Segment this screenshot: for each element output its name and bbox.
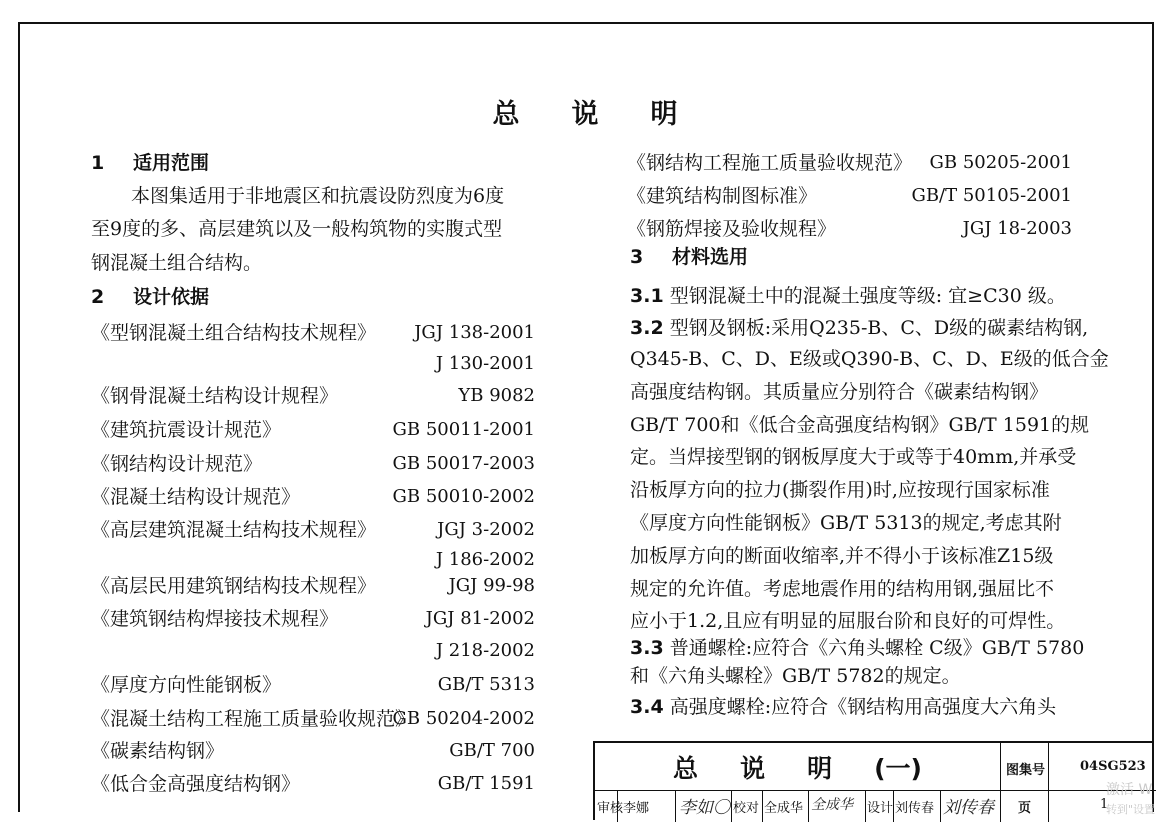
section-1-heading: 1 适用范围 (91, 152, 210, 174)
clause-3-1: 3.1 型钢混凝土中的混凝土强度等级: 宜≥C30 级。 (630, 285, 1066, 307)
reviewer-name: 李娜 (623, 801, 650, 816)
design-label: 设计 (867, 801, 894, 816)
checker-signature: 全成华 (811, 797, 853, 813)
standard-name: 《钢结构工程施工质量验收规范》 (627, 152, 913, 174)
standard-code: JGJ 3-2002 (437, 519, 535, 540)
reviewer-signature: 李如〇 (679, 798, 730, 818)
title-block (593, 741, 1154, 820)
standard-code: GB/T 1591 (437, 773, 535, 794)
clause-3-2-line: 定。当焊接型钢的钢板厚度大于或等于40mm,并承受 (630, 446, 1077, 469)
watermark-line: 转到"设置 (1106, 803, 1156, 816)
page-number: 1 (1100, 797, 1109, 812)
standard-code: J 130-2001 (435, 353, 535, 374)
clause-3-2-line: 沿板厚方向的拉力(撕裂作用)时,应按现行国家标准 (630, 479, 1050, 502)
standard-name: 《建筑抗震设计规范》 (91, 419, 282, 441)
standard-name: 《钢骨混凝土结构设计规程》 (91, 385, 339, 407)
clause-3-4: 3.4 高强度螺栓:应符合《钢结构用高强度大六角头 (630, 696, 1057, 718)
standard-code: GB/T 50105-2001 (911, 185, 1072, 206)
atlas-number: 04SG523 (1080, 759, 1146, 774)
section-2-heading: 2 设计依据 (91, 286, 210, 308)
standard-name: 《碳素结构钢》 (91, 740, 225, 762)
section-1-body-line: 至9度的多、高层建筑以及一般构筑物的实腹式型 (91, 218, 503, 240)
standard-name: 《建筑钢结构焊接技术规程》 (91, 608, 339, 630)
review-label: 审核 (597, 801, 624, 816)
watermark-line: 激活 W (1106, 782, 1153, 798)
standard-name: 《钢筋焊接及验收规程》 (627, 218, 837, 240)
standard-name: 《高层民用建筑钢结构技术规程》 (91, 575, 377, 597)
standard-name: 《混凝土结构设计规范》 (91, 486, 301, 508)
standard-code: GB 50204-2002 (392, 708, 535, 729)
standard-name: 《型钢混凝土组合结构技术规程》 (91, 322, 377, 344)
standard-name: 《低合金高强度结构钢》 (91, 773, 301, 795)
designer-signature: 刘传春 (943, 798, 994, 818)
standard-code: J 186-2002 (435, 549, 535, 570)
clause-3-2-line: 《厚度方向性能钢板》GB/T 5313的规定,考虑其附 (630, 512, 1062, 534)
atlas-number-label: 图集号 (1006, 763, 1046, 778)
standard-code: J 218-2002 (435, 640, 535, 661)
section-1-body-line: 钢混凝土组合结构。 (91, 252, 263, 274)
clause-3-2-line: 规定的允许值。考虑地震作用的结构用钢,强屈比不 (630, 577, 1055, 600)
section-1-body-line: 本图集适用于非地震区和抗震设防烈度为6度 (131, 185, 505, 207)
clause-3-2-line: 应小于1.2,且应有明显的屈服台阶和良好的可焊性。 (630, 610, 1066, 633)
title-block-title: 总 说 明 (一) (673, 754, 922, 783)
standard-code: GB 50205-2001 (929, 152, 1072, 173)
checker-name: 全成华 (764, 801, 804, 816)
standard-code: JGJ 18-2003 (962, 218, 1072, 239)
designer-name: 刘传春 (895, 801, 935, 816)
standard-code: GB 50011-2001 (392, 419, 535, 440)
standard-name: 《厚度方向性能钢板》 (91, 674, 282, 696)
standard-code: YB 9082 (458, 385, 535, 406)
standard-code: JGJ 81-2002 (425, 608, 535, 629)
standard-code: GB/T 5313 (437, 674, 535, 695)
clause-3-3: 3.3 普通螺栓:应符合《六角头螺栓 C级》GB/T 5780 (630, 637, 1085, 659)
check-label: 校对 (733, 801, 760, 816)
clause-3-2-line: GB/T 700和《低合金高强度结构钢》GB/T 1591的规 (630, 413, 1090, 436)
standard-name: 《建筑结构制图标准》 (627, 185, 818, 207)
standard-name: 《混凝土结构工程施工质量验收规范》 (91, 708, 415, 730)
page-title: 总 说 明 (492, 99, 678, 130)
standard-name: 《高层建筑混凝土结构技术规程》 (91, 519, 377, 541)
standard-code: GB 50010-2002 (392, 486, 535, 507)
standard-code: JGJ 99-98 (448, 575, 535, 596)
standard-name: 《钢结构设计规范》 (91, 453, 263, 475)
section-3-heading: 3 材料选用 (630, 246, 749, 268)
clause-3-2: 3.2 型钢及钢板:采用Q235-B、C、D级的碳素结构钢, (630, 317, 1089, 339)
standard-code: JGJ 138-2001 (414, 322, 535, 343)
standard-code: GB/T 700 (449, 740, 535, 761)
clause-3-3-line-2: 和《六角头螺栓》GB/T 5782的规定。 (630, 665, 961, 687)
clause-3-2-line: 加板厚方向的断面收缩率,并不得小于该标准Z15级 (630, 544, 1054, 567)
standard-code: GB 50017-2003 (392, 453, 535, 474)
page-label: 页 (1018, 801, 1032, 816)
clause-3-2-line: 高强度结构钢。其质量应分别符合《碳素结构钢》 (630, 380, 1049, 403)
clause-3-2-line: Q345-B、C、D、E级或Q390-B、C、D、E级的低合金 (630, 348, 1109, 370)
